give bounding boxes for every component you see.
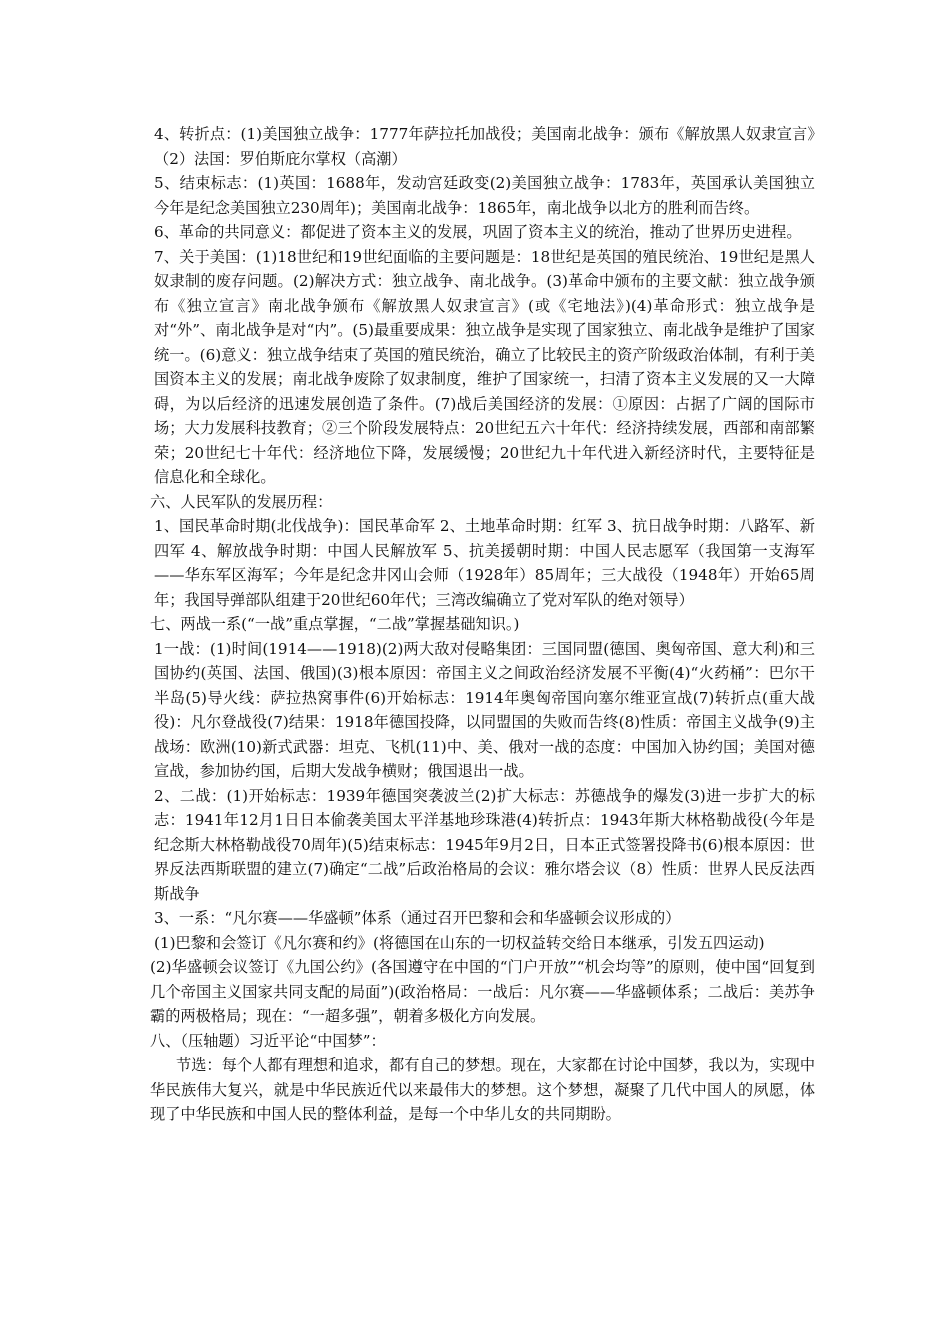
paragraph-china-dream-excerpt: 节选：每个人都有理想和追求，都有自己的梦想。现在，大家都在讨论中国梦，我以为，实现中华民族伟大复兴，就是中华民族近代以来最伟大的梦想。这个梦想，凝聚了几代中国人的夙愿，体现了中华民族和中国人民的整体利益，是每一个中华儿女的共同期盼。 xyxy=(150,1056,815,1123)
paragraph-turning-point: 4、转折点：(1)美国独立战争：1777年萨拉托加战役；美国南北战争：颁布《解放黑人奴隶宣言》（2）法国：罗伯斯庇尔掌权（高潮） xyxy=(154,125,815,168)
paragraph-army-history: 1、国民革命时期(北伐战争)：国民革命军 2、土地革命时期：红军 3、抗日战争时期：八路军、新四军 4、解放战争时期：中国人民解放军 5、抗美援朝时期：中国人民志愿军（我国第一支海军——华东军区海军；今年是纪念井冈山会师（1928年）85周年；三大战役（1948年）开始65周年；我国导弹部队组建于20世纪60年代；三湾改编确立了党对军队的绝对领导） xyxy=(154,517,815,609)
document-body xyxy=(150,122,815,1127)
paragraph-paris-conference: (1)巴黎和会签订《凡尔赛和约》(将德国在山东的一切权益转交给日本继承，引发五四运动) xyxy=(154,933,765,952)
section-heading-china-dream: 八、（压轴题）习近平论“中国梦”： xyxy=(150,1031,386,1050)
paragraph-about-usa: 7、关于美国：(1)18世纪和19世纪面临的主要问题是：18世纪是英国的殖民统治、19世纪是黑人奴隶制的废存问题。(2)解决方式：独立战争、南北战争。(3)革命中颁布的主要文献：独立战争颁布《独立宣言》南北战争颁布《解放黑人奴隶宣言》(或《宅地法》)(4)革命形式：独立战争是对“外”、南北战争是对“内”。(5)最重要成果：独立战争是实现了国家独立、南北战争是维护了国家统一。(6)意义：独立战争结束了英国的殖民统治，确立了比较民主的资产阶级政治体制，有利于美国资本主义的发展；南北战争废除了奴隶制度，维护了国家统一，扫清了资本主义发展的又一大障碍，为以后经济的迅速发展创造了条件。(7)战后美国经济的发展：①原因：占据了广阔的国际市场；大力发展科技教育；②三个阶段发展特点：20世纪五六十年代：经济持续发展，西部和南部繁荣；20世纪七十年代：经济地位下降，发展缓慢；20世纪九十年代进入新经济时代，主要特征是信息化和全球化。 xyxy=(154,247,815,486)
paragraph-common-significance: 6、革命的共同意义：都促进了资本主义的发展，巩固了资本主义的统治，推动了世界历史进程。 xyxy=(154,223,802,241)
section-heading-two-wars: 七、两战一系(“一战”重点掌握，“二战”掌握基础知识。) xyxy=(150,615,520,633)
paragraph-ww1: 1一战：(1)时间(1914——1918)(2)两大敌对侵略集团：三国同盟(德国、奥匈帝国、意大利)和三国协约(英国、法国、俄国)(3)根本原因：帝国主义之间政治经济发展不平衡(4)“火药桶”：巴尔干半岛(5)导火线：萨拉热窝事件(6)开始标志：1914年奥匈帝国向塞尔维亚宣战(7)转折点(重大战役)：凡尔登战役(7)结果：1918年德国投降，以同盟国的失败而告终(8)性质：帝国主义战争(9)主战场：欧洲(10)新式武器：坦克、飞机(11)中、美、俄对一战的态度：中国加入协约国；美国对德宣战，参加协约国，后期大发战争横财；俄国退出一战。 xyxy=(154,639,815,780)
paragraph-ww2: 2、二战：(1)开始标志：1939年德国突袭波兰(2)扩大标志：苏德战争的爆发(3)进一步扩大的标志：1941年12月1日日本偷袭美国太平洋基地珍珠港(4)转折点：1943年斯大林格勒战役(今年是纪念斯大林格勒战役70周年)(5)结束标志：1945年9月2日，日本正式签署投降书(6)根本原因：世界反法西斯联盟的建立(7)确定“二战”后政治格局的会议：雅尔塔会议（8）性质：世界人民反法西斯战争 xyxy=(154,786,815,903)
paragraph-system: 3、一系：“凡尔赛——华盛顿”体系（通过召开巴黎和会和华盛顿会议形成的） xyxy=(154,909,681,927)
section-heading-army: 六、人民军队的发展历程： xyxy=(150,492,333,511)
paragraph-end-marker: 5、结束标志：(1)英国：1688年，发动宫廷政变(2)美国独立战争：1783年，英国承认美国独立今年是纪念美国独立230周年)；美国南北战争：1865年，南北战争以北方的胜利而告终。 xyxy=(154,174,815,217)
paragraph-washington-conference: (2)华盛顿会议签订《九国公约》(各国遵守在中国的“门户开放”“机会均等”的原则，使中国“回复到几个帝国主义国家共同支配的局面”)(政治格局：一战后：凡尔赛——华盛顿体系；二战后：美苏争霸的两极格局；现在：“一超多强”，朝着多极化方向发展。 xyxy=(150,958,815,1025)
